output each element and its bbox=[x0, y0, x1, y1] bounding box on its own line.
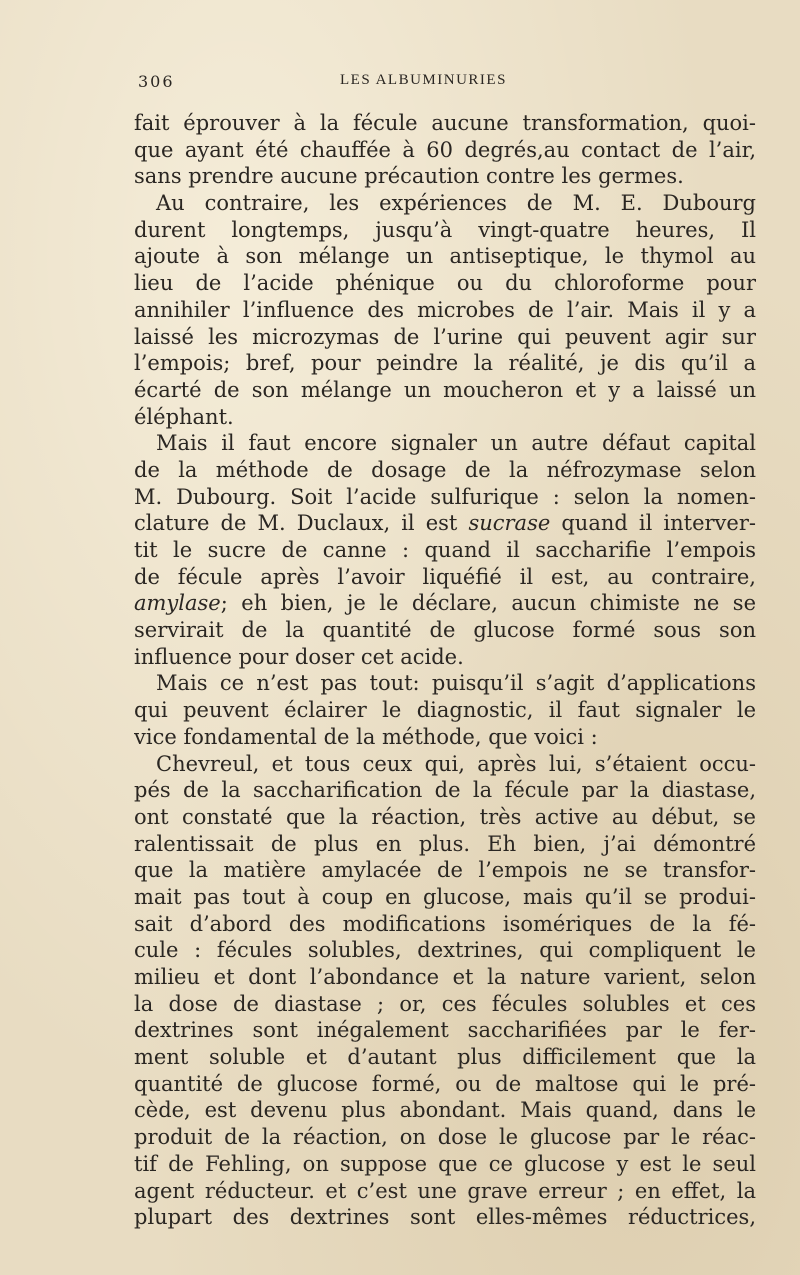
text-line: de la méthode de dosage de la néfrozymase selon bbox=[134, 457, 756, 482]
text-line: l’empois; bref, pour peindre la réalité, je dis qu’il a bbox=[134, 351, 756, 376]
text-line: produit de la réaction, on dose le glucose par le réac- bbox=[134, 1125, 756, 1150]
text-line: fait éprouver à la fécule aucune transformation, quoi- bbox=[134, 111, 756, 135]
text-line: agent réducteur. et c’est une grave erreur ; en effet, la bbox=[134, 1178, 756, 1203]
text-line: ment soluble et d’autant plus difficilement que la bbox=[134, 1045, 756, 1070]
text-line: sans prendre aucune précaution contre les germes. bbox=[134, 164, 684, 189]
text-line: mait pas tout à coup en glucose, mais qu’il se produi- bbox=[134, 884, 756, 909]
text-line: que ayant été chauffée à 60 degrés,au contact de l’air, bbox=[134, 137, 756, 162]
running-title: LES ALBUMINURIES bbox=[340, 72, 507, 88]
line-text: clature de M. Duclaux, il est bbox=[134, 511, 458, 536]
text-line: pés de la saccharification de la fécule par la diastase, bbox=[134, 778, 756, 803]
paragraph-start-line: Mais ce n’est pas tout: puisqu’il s’agit d’applications bbox=[156, 671, 756, 696]
paragraph-start-line: Mais il faut encore signaler un autre défaut capital bbox=[156, 431, 756, 456]
text-line: ont constaté que la réaction, très active au début, se bbox=[134, 804, 756, 829]
page-number: 306 bbox=[138, 72, 175, 91]
text-line: ralentissait de plus en plus. Eh bien, j’ai démontré bbox=[134, 831, 756, 856]
text-line: M. Dubourg. Soit l’acide sulfurique : selon la nomen- bbox=[134, 484, 756, 509]
text-line: éléphant. bbox=[134, 404, 234, 429]
text-line: écarté de son mélange un moucheron et y a laissé un bbox=[134, 377, 756, 402]
body-text bbox=[134, 110, 756, 1231]
paragraph-start-line: Au contraire, les expériences de M. E. Dubourg bbox=[156, 191, 756, 216]
text-line: quantité de glucose formé, ou de maltose qui le pré- bbox=[134, 1071, 756, 1096]
text-line: tit le sucre de canne : quand il saccharifie l’empois bbox=[134, 538, 756, 562]
text-line: vice fondamental de la méthode, que voici : bbox=[134, 724, 598, 749]
text-line: influence pour doser cet acide. bbox=[134, 644, 464, 669]
text-line: sait d’abord des modifications isomériques de la fé- bbox=[134, 911, 756, 936]
text-line: lieu de l’acide phénique ou du chloroforme pour bbox=[134, 271, 756, 296]
paragraph-start-line: Chevreul, et tous ceux qui, après lui, s’étaient occu- bbox=[156, 751, 756, 776]
line-text: ; eh bien, je le déclare, aucun chimiste ne se bbox=[220, 591, 756, 616]
text-line: cède, est devenu plus abondant. Mais quand, dans le bbox=[134, 1098, 756, 1123]
text-line: la dose de diastase ; or, ces fécules solubles et ces bbox=[134, 991, 756, 1016]
text-line: laissé les microzymas de l’urine qui peuvent agir sur bbox=[134, 324, 756, 349]
text-line: durent longtemps, jusqu’à vingt-quatre heures, Il bbox=[134, 217, 756, 242]
text-line: milieu et dont l’abondance et la nature varient, selon bbox=[134, 965, 756, 989]
text-line: cule : fécules solubles, dextrines, qui compliquent le bbox=[134, 938, 756, 963]
text-line: tif de Fehling, on suppose que ce glucose y est le seul bbox=[134, 1151, 756, 1176]
text-line: dextrines sont inégalement saccharifiées par le fer- bbox=[134, 1018, 756, 1043]
line-text: quand il interver- bbox=[550, 511, 756, 536]
italic-term-sucrase: sucrase bbox=[468, 511, 551, 536]
text-line: plupart des dextrines sont elles-mêmes réductrices, bbox=[134, 1205, 756, 1230]
text-line-with-italic bbox=[134, 590, 756, 617]
italic-term-amylase: amylase bbox=[134, 591, 221, 616]
text-line: annihiler l’influence des microbes de l’air. Mais il y a bbox=[134, 297, 756, 322]
text-line: qui peuvent éclairer le diagnostic, il faut signaler le bbox=[134, 698, 756, 723]
text-line-with-italic bbox=[134, 510, 756, 537]
page-header bbox=[138, 72, 758, 98]
text-line: de fécule après l’avoir liquéfié il est, au contraire, bbox=[134, 564, 756, 589]
text-line: ajoute à son mélange un antiseptique, le thymol au bbox=[134, 244, 756, 269]
text-line: servirait de la quantité de glucose formé sous son bbox=[134, 618, 756, 643]
text-line: que la matière amylacée de l’empois ne se transfor- bbox=[134, 858, 756, 883]
